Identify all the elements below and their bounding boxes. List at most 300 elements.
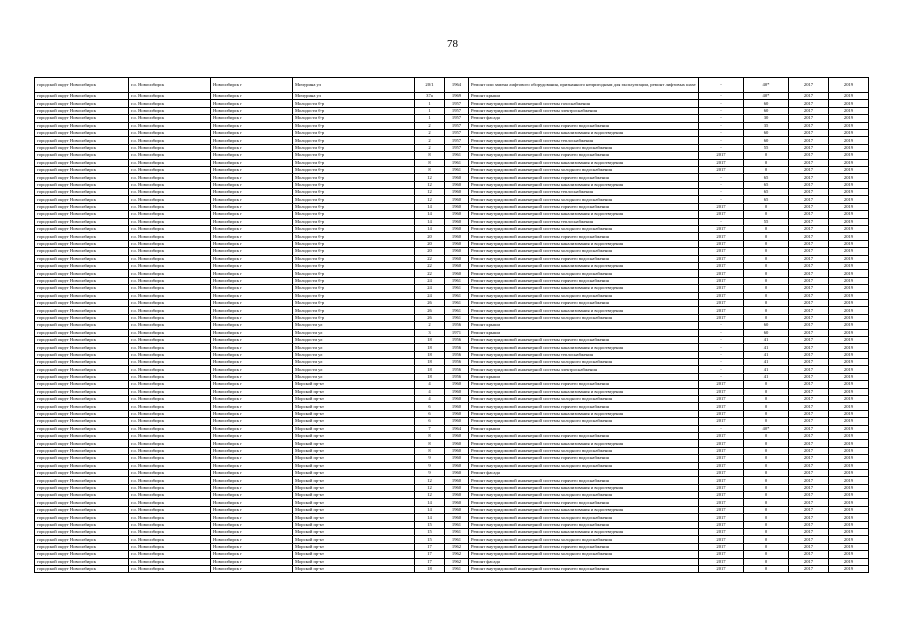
cell-settlement: г.о. Новосибирск: [129, 122, 211, 129]
cell-city: Новосибирск г: [211, 152, 293, 159]
cell-plan-from: 2017: [789, 314, 829, 321]
cell-start-year: 2017: [699, 469, 744, 476]
cell-condition: 0: [744, 255, 789, 262]
cell-condition: 0: [744, 477, 789, 484]
cell-work: Ремонт внутридомовой инженерной системы холодного водоснабжения: [469, 226, 699, 233]
cell-condition: 0: [744, 403, 789, 410]
cell-city: Новосибирск г: [211, 218, 293, 225]
cell-settlement: г.о. Новосибирск: [129, 536, 211, 543]
cell-condition: 0: [744, 440, 789, 447]
cell-district: городской округ Новосибирск: [35, 336, 129, 343]
cell-plan-to: 2019: [829, 255, 869, 262]
cell-work: Ремонт или замена лифтового оборудования, признанного непригодным для эксплуатации, ремонт лифтовых шахт: [469, 78, 699, 93]
cell-work: Ремонт внутридомовой инженерной системы канализования и водоотведения: [469, 344, 699, 351]
cell-plan-from: 2017: [789, 381, 829, 388]
table-row: [35, 93, 869, 100]
cell-district: городской округ Новосибирск: [35, 78, 129, 93]
cell-settlement: г.о. Новосибирск: [129, 100, 211, 107]
cell-work: Ремонт внутридомовой инженерной системы горячего водоснабжения: [469, 152, 699, 159]
cell-settlement: г.о. Новосибирск: [129, 543, 211, 550]
cell-year-built: 1960: [445, 381, 469, 388]
cell-settlement: г.о. Новосибирск: [129, 137, 211, 144]
table-row: [35, 107, 869, 114]
cell-city: Новосибирск г: [211, 144, 293, 151]
cell-street: Молодости ул: [293, 336, 415, 343]
cell-plan-to: 2019: [829, 462, 869, 469]
table-row: [35, 381, 869, 388]
cell-year-built: 1960: [445, 418, 469, 425]
cell-district: городской округ Новосибирск: [35, 543, 129, 550]
cell-start-year: 2017: [699, 240, 744, 247]
cell-district: городской округ Новосибирск: [35, 240, 129, 247]
cell-street: Молодости б-р: [293, 211, 415, 218]
table-row: [35, 388, 869, 395]
cell-city: Новосибирск г: [211, 366, 293, 373]
cell-plan-to: 2019: [829, 314, 869, 321]
cell-year-built: 1956: [445, 351, 469, 358]
cell-year-built: 1956: [445, 344, 469, 351]
cell-settlement: г.о. Новосибирск: [129, 514, 211, 521]
cell-plan-from: 2017: [789, 322, 829, 329]
cell-work: Ремонт внутридомовой инженерной системы канализования и водоотведения: [469, 506, 699, 513]
cell-settlement: г.о. Новосибирск: [129, 566, 211, 573]
cell-street: Морской пр-кт: [293, 506, 415, 513]
cell-year-built: 1957: [445, 144, 469, 151]
cell-work: Ремонт внутридомовой инженерной системы горячего водоснабжения: [469, 122, 699, 129]
cell-work: Ремонт внутридомовой инженерной системы канализования и водоотведения: [469, 181, 699, 188]
cell-city: Новосибирск г: [211, 314, 293, 321]
cell-work: Ремонт внутридомовой инженерной системы холодного водоснабжения: [469, 144, 699, 151]
table-row: [35, 285, 869, 292]
cell-city: Новосибирск г: [211, 166, 293, 173]
cell-city: Новосибирск г: [211, 558, 293, 565]
cell-start-year: 2017: [699, 492, 744, 499]
cell-work: Ремонт внутридомовой инженерной системы холодного водоснабжения: [469, 462, 699, 469]
table-row: [35, 447, 869, 454]
table-row: [35, 558, 869, 565]
cell-year-built: 1960: [445, 233, 469, 240]
cell-condition: 41: [744, 344, 789, 351]
cell-plan-to: 2019: [829, 137, 869, 144]
cell-year-built: 1960: [445, 447, 469, 454]
cell-settlement: г.о. Новосибирск: [129, 129, 211, 136]
cell-district: городской округ Новосибирск: [35, 373, 129, 380]
cell-plan-to: 2019: [829, 226, 869, 233]
cell-street: Молодости б-р: [293, 159, 415, 166]
cell-start-year: -: [699, 359, 744, 366]
cell-work: Ремонт внутридомовой инженерной системы канализования и водоотведения: [469, 388, 699, 395]
cell-work: Ремонт внутридомовой инженерной системы горячего водоснабжения: [469, 499, 699, 506]
cell-work: Ремонт внутридомовой инженерной системы холодного водоснабжения: [469, 270, 699, 277]
cell-plan-from: 2017: [789, 144, 829, 151]
cell-house: 7: [415, 425, 445, 432]
cell-condition: 0: [744, 285, 789, 292]
cell-street: Морской пр-кт: [293, 418, 415, 425]
cell-start-year: 2017: [699, 285, 744, 292]
cell-settlement: г.о. Новосибирск: [129, 299, 211, 306]
cell-year-built: 1971: [445, 329, 469, 336]
cell-condition: 0: [744, 152, 789, 159]
cell-settlement: г.о. Новосибирск: [129, 381, 211, 388]
cell-plan-from: 2017: [789, 218, 829, 225]
cell-year-built: 1956: [445, 322, 469, 329]
cell-city: Новосибирск г: [211, 447, 293, 454]
cell-start-year: 2017: [699, 381, 744, 388]
table-row: [35, 521, 869, 528]
cell-district: городской округ Новосибирск: [35, 351, 129, 358]
cell-street: Молодости б-р: [293, 285, 415, 292]
cell-start-year: -: [699, 329, 744, 336]
table-row: [35, 233, 869, 240]
cell-year-built: 1962: [445, 551, 469, 558]
cell-settlement: г.о. Новосибирск: [129, 469, 211, 476]
cell-settlement: г.о. Новосибирск: [129, 211, 211, 218]
cell-district: городской округ Новосибирск: [35, 107, 129, 114]
table-row: [35, 432, 869, 439]
cell-district: городской округ Новосибирск: [35, 440, 129, 447]
cell-street: Молодости б-р: [293, 115, 415, 122]
cell-plan-to: 2019: [829, 129, 869, 136]
cell-plan-from: 2017: [789, 521, 829, 528]
cell-condition: 0: [744, 410, 789, 417]
cell-street: Морской пр-кт: [293, 558, 415, 565]
cell-plan-from: 2017: [789, 159, 829, 166]
cell-condition: 0: [744, 381, 789, 388]
table-row: [35, 440, 869, 447]
cell-plan-to: 2019: [829, 521, 869, 528]
cell-district: городской округ Новосибирск: [35, 425, 129, 432]
cell-year-built: 1960: [445, 203, 469, 210]
cell-work: Ремонт внутридомовой инженерной системы холодного водоснабжения: [469, 418, 699, 425]
cell-condition: 40*: [744, 78, 789, 93]
cell-street: Мичурина ул: [293, 78, 415, 93]
cell-work: Ремонт внутридомовой инженерной системы горячего водоснабжения: [469, 255, 699, 262]
cell-plan-to: 2019: [829, 551, 869, 558]
cell-plan-from: 2017: [789, 484, 829, 491]
cell-start-year: -: [699, 218, 744, 225]
cell-district: городской округ Новосибирск: [35, 226, 129, 233]
cell-street: Молодости б-р: [293, 100, 415, 107]
cell-district: городской округ Новосибирск: [35, 432, 129, 439]
cell-city: Новосибирск г: [211, 536, 293, 543]
cell-start-year: 2017: [699, 484, 744, 491]
cell-district: городской округ Новосибирск: [35, 462, 129, 469]
cell-work: Ремонт внутридомовой инженерной системы горячего водоснабжения: [469, 521, 699, 528]
table-row: [35, 462, 869, 469]
cell-work: Ремонт внутридомовой инженерной системы холодного водоснабжения: [469, 359, 699, 366]
cell-city: Новосибирск г: [211, 440, 293, 447]
cell-house: 15: [415, 521, 445, 528]
cell-city: Новосибирск г: [211, 551, 293, 558]
cell-plan-from: 2017: [789, 174, 829, 181]
cell-year-built: 1961: [445, 529, 469, 536]
cell-start-year: 2017: [699, 529, 744, 536]
cell-district: городской округ Новосибирск: [35, 248, 129, 255]
cell-start-year: -: [699, 122, 744, 129]
cell-district: городской округ Новосибирск: [35, 285, 129, 292]
cell-condition: 60: [744, 137, 789, 144]
cell-plan-from: 2017: [789, 226, 829, 233]
cell-start-year: 2017: [699, 292, 744, 299]
cell-year-built: 1960: [445, 218, 469, 225]
cell-plan-from: 2017: [789, 359, 829, 366]
cell-condition: 60: [744, 322, 789, 329]
cell-settlement: г.о. Новосибирск: [129, 396, 211, 403]
cell-settlement: г.о. Новосибирск: [129, 262, 211, 269]
cell-settlement: г.о. Новосибирск: [129, 477, 211, 484]
cell-city: Новосибирск г: [211, 285, 293, 292]
table-row: [35, 270, 869, 277]
table-row: [35, 551, 869, 558]
cell-work: Ремонт внутридомовой инженерной системы канализования и водоотведения: [469, 529, 699, 536]
cell-work: Ремонт внутридомовой инженерной системы теплоснабжения: [469, 137, 699, 144]
cell-plan-to: 2019: [829, 492, 869, 499]
cell-street: Молодости б-р: [293, 255, 415, 262]
cell-settlement: г.о. Новосибирск: [129, 292, 211, 299]
cell-city: Новосибирск г: [211, 262, 293, 269]
cell-condition: 65: [744, 189, 789, 196]
cell-start-year: -: [699, 336, 744, 343]
repair-register-table: [34, 77, 869, 573]
cell-plan-from: 2017: [789, 181, 829, 188]
cell-start-year: 2017: [699, 566, 744, 573]
cell-condition: 0: [744, 529, 789, 536]
cell-city: Новосибирск г: [211, 477, 293, 484]
cell-house: 24: [415, 277, 445, 284]
cell-work: Ремонт внутридомовой инженерной системы холодного водоснабжения: [469, 396, 699, 403]
cell-plan-from: 2017: [789, 566, 829, 573]
cell-plan-from: 2017: [789, 506, 829, 513]
cell-house: 17: [415, 558, 445, 565]
cell-house: 18: [415, 359, 445, 366]
cell-house: 12: [415, 196, 445, 203]
cell-street: Молодости б-р: [293, 144, 415, 151]
cell-year-built: 1960: [445, 196, 469, 203]
table-row: [35, 477, 869, 484]
cell-start-year: -: [699, 373, 744, 380]
table-row: [35, 455, 869, 462]
cell-house: 20/1: [415, 78, 445, 93]
cell-plan-to: 2019: [829, 152, 869, 159]
cell-settlement: г.о. Новосибирск: [129, 558, 211, 565]
cell-condition: 0: [744, 543, 789, 550]
cell-start-year: -: [699, 100, 744, 107]
cell-house: 8: [415, 440, 445, 447]
cell-work: Ремонт внутридомовой инженерной системы канализования и водоотведения: [469, 262, 699, 269]
cell-year-built: 1956: [445, 366, 469, 373]
cell-plan-from: 2017: [789, 233, 829, 240]
cell-plan-from: 2017: [789, 270, 829, 277]
cell-city: Новосибирск г: [211, 299, 293, 306]
cell-condition: 0: [744, 469, 789, 476]
cell-house: 20: [415, 233, 445, 240]
cell-street: Морской пр-кт: [293, 566, 415, 573]
cell-district: городской округ Новосибирск: [35, 144, 129, 151]
cell-district: городской округ Новосибирск: [35, 299, 129, 306]
cell-street: Морской пр-кт: [293, 492, 415, 499]
cell-plan-from: 2017: [789, 137, 829, 144]
cell-street: Мичурина ул: [293, 93, 415, 100]
cell-plan-from: 2017: [789, 93, 829, 100]
cell-city: Новосибирск г: [211, 543, 293, 550]
cell-street: Молодости б-р: [293, 248, 415, 255]
cell-start-year: -: [699, 107, 744, 114]
table-row: [35, 536, 869, 543]
cell-house: 18: [415, 566, 445, 573]
table-row: [35, 469, 869, 476]
cell-house: 18: [415, 351, 445, 358]
cell-plan-from: 2017: [789, 543, 829, 550]
cell-settlement: г.о. Новосибирск: [129, 174, 211, 181]
cell-plan-to: 2019: [829, 484, 869, 491]
cell-work: Ремонт внутридомовой инженерной системы холодного водоснабжения: [469, 514, 699, 521]
table-row: [35, 277, 869, 284]
cell-year-built: 1969: [445, 93, 469, 100]
cell-house: 2: [415, 122, 445, 129]
cell-district: городской округ Новосибирск: [35, 396, 129, 403]
cell-plan-from: 2017: [789, 440, 829, 447]
cell-plan-to: 2019: [829, 418, 869, 425]
cell-plan-to: 2019: [829, 477, 869, 484]
cell-settlement: г.о. Новосибирск: [129, 189, 211, 196]
cell-house: 14: [415, 218, 445, 225]
cell-plan-to: 2019: [829, 203, 869, 210]
cell-city: Новосибирск г: [211, 499, 293, 506]
cell-street: Морской пр-кт: [293, 410, 415, 417]
cell-house: 9: [415, 455, 445, 462]
cell-district: городской округ Новосибирск: [35, 359, 129, 366]
cell-year-built: 1961: [445, 285, 469, 292]
cell-settlement: г.о. Новосибирск: [129, 248, 211, 255]
cell-plan-from: 2017: [789, 492, 829, 499]
cell-city: Новосибирск г: [211, 336, 293, 343]
cell-plan-to: 2019: [829, 299, 869, 306]
cell-settlement: г.о. Новосибирск: [129, 181, 211, 188]
cell-year-built: 1961: [445, 307, 469, 314]
cell-plan-from: 2017: [789, 462, 829, 469]
cell-house: 37а: [415, 93, 445, 100]
cell-city: Новосибирск г: [211, 418, 293, 425]
cell-district: городской округ Новосибирск: [35, 100, 129, 107]
cell-start-year: 2017: [699, 166, 744, 173]
cell-house: 17: [415, 543, 445, 550]
cell-settlement: г.о. Новосибирск: [129, 351, 211, 358]
cell-start-year: 2017: [699, 403, 744, 410]
cell-condition: 41: [744, 351, 789, 358]
cell-house: 18: [415, 373, 445, 380]
cell-plan-from: 2017: [789, 211, 829, 218]
cell-house: 24: [415, 285, 445, 292]
cell-work: Ремонт фасада: [469, 115, 699, 122]
cell-plan-to: 2019: [829, 440, 869, 447]
cell-start-year: -: [699, 189, 744, 196]
cell-start-year: -: [699, 366, 744, 373]
cell-settlement: г.о. Новосибирск: [129, 336, 211, 343]
cell-work: Ремонт внутридомовой инженерной системы холодного водоснабжения: [469, 314, 699, 321]
cell-condition: 0: [744, 455, 789, 462]
cell-house: 17: [415, 551, 445, 558]
cell-street: Молодости б-р: [293, 181, 415, 188]
cell-work: Ремонт внутридомовой инженерной системы горячего водоснабжения: [469, 543, 699, 550]
cell-settlement: г.о. Новосибирск: [129, 285, 211, 292]
cell-street: Молодости б-р: [293, 270, 415, 277]
cell-condition: 0: [744, 262, 789, 269]
cell-settlement: г.о. Новосибирск: [129, 403, 211, 410]
table-row: [35, 566, 869, 573]
cell-city: Новосибирск г: [211, 388, 293, 395]
cell-start-year: 2017: [699, 521, 744, 528]
cell-start-year: 2017: [699, 410, 744, 417]
cell-city: Новосибирск г: [211, 93, 293, 100]
cell-district: городской округ Новосибирск: [35, 233, 129, 240]
cell-street: Молодости б-р: [293, 307, 415, 314]
cell-city: Новосибирск г: [211, 322, 293, 329]
cell-house: 8: [415, 159, 445, 166]
cell-year-built: 1960: [445, 270, 469, 277]
cell-year-built: 1961: [445, 536, 469, 543]
cell-district: городской округ Новосибирск: [35, 447, 129, 454]
cell-work: Ремонт внутридомовой инженерной системы канализования и водоотведения: [469, 129, 699, 136]
cell-year-built: 1960: [445, 440, 469, 447]
cell-district: городской округ Новосибирск: [35, 499, 129, 506]
cell-house: 2: [415, 129, 445, 136]
cell-settlement: г.о. Новосибирск: [129, 166, 211, 173]
cell-house: 8: [415, 166, 445, 173]
cell-plan-to: 2019: [829, 122, 869, 129]
cell-plan-to: 2019: [829, 270, 869, 277]
cell-house: 6: [415, 403, 445, 410]
cell-condition: 60: [744, 329, 789, 336]
cell-district: городской округ Новосибирск: [35, 93, 129, 100]
cell-condition: 0: [744, 270, 789, 277]
cell-year-built: 1961: [445, 159, 469, 166]
cell-house: 26: [415, 314, 445, 321]
cell-plan-from: 2017: [789, 299, 829, 306]
cell-settlement: г.о. Новосибирск: [129, 78, 211, 93]
cell-settlement: г.о. Новосибирск: [129, 322, 211, 329]
cell-street: Морской пр-кт: [293, 469, 415, 476]
cell-work: Ремонт внутридомовой инженерной системы канализования и водоотведения: [469, 159, 699, 166]
cell-plan-from: 2017: [789, 166, 829, 173]
cell-start-year: 2017: [699, 543, 744, 550]
cell-start-year: 2017: [699, 432, 744, 439]
cell-house: 4: [415, 388, 445, 395]
cell-plan-from: 2017: [789, 351, 829, 358]
cell-plan-to: 2019: [829, 543, 869, 550]
cell-district: городской округ Новосибирск: [35, 477, 129, 484]
cell-work: Ремонт крыши: [469, 93, 699, 100]
cell-condition: 0: [744, 551, 789, 558]
table-row: [35, 322, 869, 329]
cell-street: Молодости б-р: [293, 196, 415, 203]
cell-street: Молодости ул: [293, 329, 415, 336]
cell-year-built: 1960: [445, 211, 469, 218]
cell-city: Новосибирск г: [211, 425, 293, 432]
cell-plan-from: 2017: [789, 529, 829, 536]
cell-street: Морской пр-кт: [293, 388, 415, 395]
cell-condition: 0: [744, 226, 789, 233]
cell-city: Новосибирск г: [211, 248, 293, 255]
cell-house: 14: [415, 211, 445, 218]
cell-plan-to: 2019: [829, 285, 869, 292]
cell-house: 12: [415, 477, 445, 484]
cell-start-year: 2017: [699, 226, 744, 233]
cell-plan-from: 2017: [789, 107, 829, 114]
cell-street: Морской пр-кт: [293, 403, 415, 410]
cell-settlement: г.о. Новосибирск: [129, 226, 211, 233]
cell-house: 1: [415, 115, 445, 122]
cell-house: 9: [415, 462, 445, 469]
